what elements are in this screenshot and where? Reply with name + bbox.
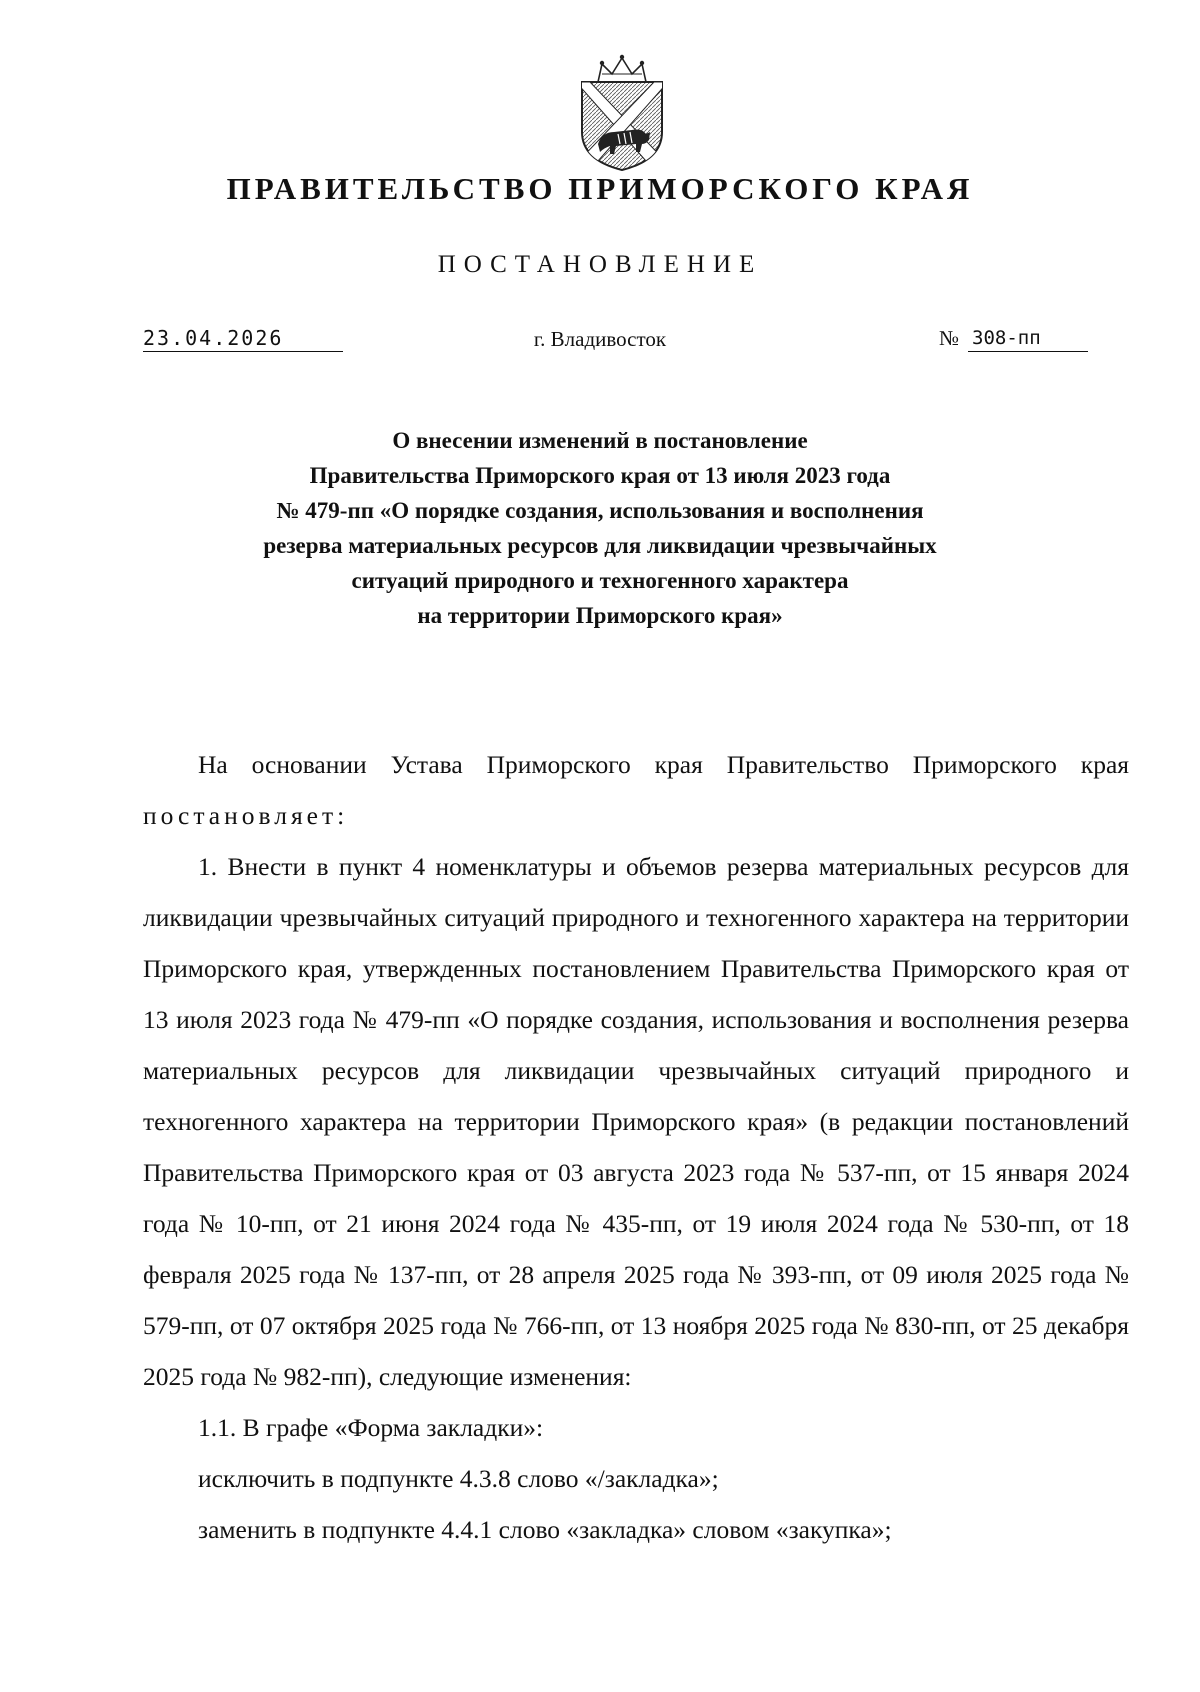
document-heading (160, 423, 1040, 633)
heading-line: ситуаций природного и техногенного характера (351, 568, 849, 593)
heading-line: № 479-пп «О порядке создания, использования и восполнения (276, 498, 924, 523)
replace-instruction: заменить в подпункте 4.4.1 слово «закладка» словом «закупка»; (198, 1515, 892, 1544)
document-number: 308-пп (968, 325, 1088, 352)
document-date: 23.04.2026 (143, 325, 343, 352)
heading-line: резерва материальных ресурсов для ликвидации чрезвычайных (263, 533, 937, 558)
heading-line: на территории Приморского края» (417, 603, 783, 628)
document-city: г. Владивосток (533, 327, 667, 351)
heading-line: О внесении изменений в постановление (392, 428, 808, 453)
number-sign: № (939, 326, 960, 350)
resolves-word: постановляет: (143, 801, 349, 830)
document-body (143, 739, 1129, 1555)
item-1-1-paragraph: 1.1. В графе «Форма закладки»: (198, 1413, 544, 1442)
item-1-paragraph: 1. Внести в пункт 4 номенклатуры и объемов резерва материальных ресурсов для ликвидации чрезвычайных ситуаций природного и техногенного характера на территории Приморского края, утвержденных постановлением Правительства Приморского края от 13 июля 2023 года № 479-пп «О порядке создания, использования и восполнения резерва материальных ресурсов для ликвидации чрезвычайных ситуаций природного и техногенного характера на территории Приморского края» (в редакции постановлений Правительства Приморского края от 03 августа 2023 года № 537-пп, от 15 января 2024 года № 10-пп, от 21 июня 2024 года № 435-пп, от 19 июля 2024 года № 530-пп, от 18 февраля 2025 года № 137-пп, от 28 апреля 2025 года № 393-пп, от 09 июля 2025 года № 579-пп, от 07 октября 2025 года № 766-пп, от 13 ноября 2025 года № 830-пп, от 25 декабря 2025 года № 982-пп), следующие изменения: (143, 852, 1129, 1391)
preamble-paragraph: На основании Устава Приморского края Правительство Приморского края (198, 750, 1129, 779)
organization-title: ПРАВИТЕЛЬСТВО ПРИМОРСКОГО КРАЯ (226, 171, 974, 206)
heading-line: Правительства Приморского края от 13 июля 2023 года (309, 463, 891, 488)
coat-of-arms-icon (572, 52, 672, 176)
exclude-instruction: исключить в подпункте 4.3.8 слово «/закладка»; (198, 1464, 719, 1493)
document-type: ПОСТАНОВЛЕНИЕ (437, 251, 763, 278)
